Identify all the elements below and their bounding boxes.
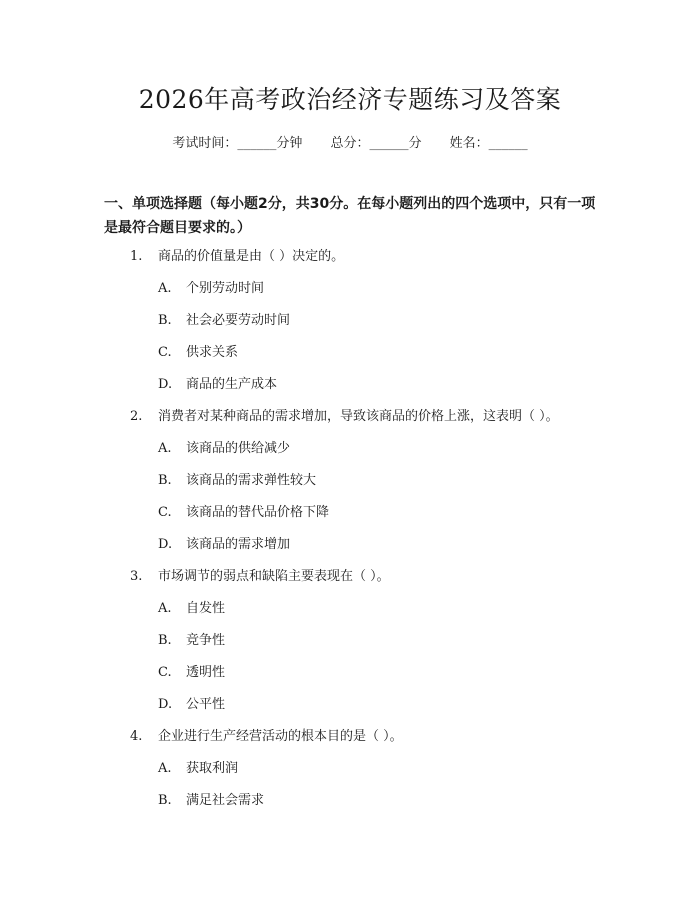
option-text: 透明性 <box>186 665 226 680</box>
option-text: 满足社会需求 <box>186 793 265 808</box>
option-text: 公平性 <box>186 697 226 712</box>
exam-name: 姓名：______ <box>449 136 528 151</box>
exam-meta <box>0 132 700 151</box>
question-2-option-c <box>158 501 329 520</box>
question-number: 2. <box>130 409 143 424</box>
question-4-option-b <box>158 789 264 808</box>
question-2-option-b <box>158 469 316 488</box>
question-2-option-a <box>158 437 290 456</box>
option-letter: C. <box>158 505 172 520</box>
question-number: 4. <box>130 729 143 744</box>
question-1-option-a <box>158 277 264 296</box>
question-text: 消费者对某种商品的需求增加，导致该商品的价格上涨，这表明（ ）。 <box>158 409 559 424</box>
question-3-option-c <box>158 661 225 680</box>
option-text: 社会必要劳动时间 <box>186 313 291 328</box>
option-letter: B. <box>158 633 172 648</box>
question-2-option-d <box>158 533 290 552</box>
question-1-option-b <box>158 309 290 328</box>
option-text: 竞争性 <box>186 633 226 648</box>
option-letter: A. <box>158 601 172 616</box>
option-letter: B. <box>158 473 172 488</box>
question-text: 市场调节的弱点和缺陷主要表现在（ ）。 <box>158 569 390 584</box>
question-3 <box>130 565 390 584</box>
option-letter: D. <box>158 537 173 552</box>
question-4 <box>130 725 403 744</box>
option-text: 该商品的替代品价格下降 <box>186 505 330 520</box>
question-1-option-c <box>158 341 238 360</box>
option-letter: C. <box>158 345 172 360</box>
option-letter: D. <box>158 377 173 392</box>
option-letter: C. <box>158 665 172 680</box>
option-letter: A. <box>158 441 172 456</box>
option-text: 供求关系 <box>186 345 239 360</box>
question-number: 3. <box>130 569 143 584</box>
page-title: 2026年高考政治经济专题练习及答案 <box>138 85 562 114</box>
question-text: 商品的价值量是由（ ）决定的。 <box>158 249 345 264</box>
option-letter: B. <box>158 793 172 808</box>
option-text: 该商品的需求弹性较大 <box>186 473 317 488</box>
question-1-option-d <box>158 373 277 392</box>
option-text: 商品的生产成本 <box>186 377 278 392</box>
question-3-option-b <box>158 629 225 648</box>
option-letter: D. <box>158 697 173 712</box>
option-text: 个别劳动时间 <box>186 281 265 296</box>
option-letter: A. <box>158 281 172 296</box>
question-3-option-d <box>158 693 225 712</box>
exam-time: 考试时间：______分钟 <box>172 136 303 151</box>
question-2 <box>130 405 559 424</box>
question-text: 企业进行生产经营活动的根本目的是（ ）。 <box>158 729 403 744</box>
question-3-option-a <box>158 597 225 616</box>
exam-score: 总分：______分 <box>330 136 422 151</box>
option-text: 该商品的供给减少 <box>186 441 291 456</box>
option-text: 获取利润 <box>186 761 239 776</box>
question-number: 1. <box>130 249 143 264</box>
option-letter: B. <box>158 313 172 328</box>
option-text: 自发性 <box>186 601 226 616</box>
option-letter: A. <box>158 761 172 776</box>
option-text: 该商品的需求增加 <box>186 537 291 552</box>
question-1 <box>130 245 344 264</box>
question-4-option-a <box>158 757 238 776</box>
section-heading: 一、单项选择题（每小题2分，共30分。在每小题列出的四个选项中，只有一项是最符合题目要求的。） <box>104 196 596 236</box>
